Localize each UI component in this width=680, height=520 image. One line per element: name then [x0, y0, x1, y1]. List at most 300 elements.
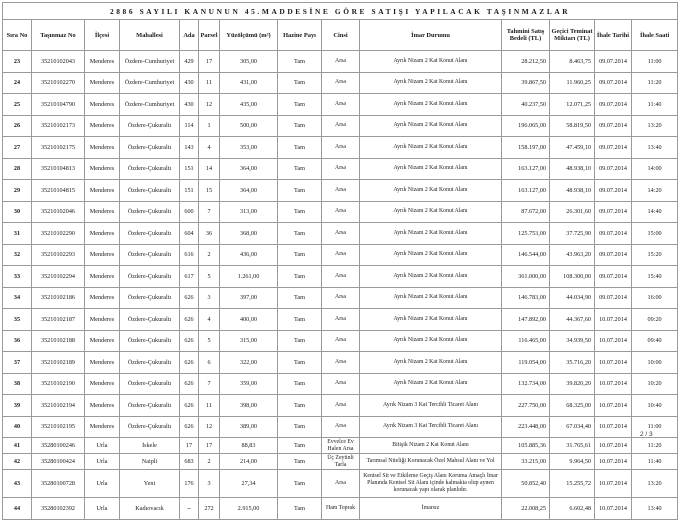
cell-sira: 34 [3, 287, 32, 309]
cell-bedel: 132.734,00 [502, 373, 550, 395]
cell-sira: 24 [3, 72, 32, 94]
cell-cins: Arsa [322, 266, 360, 288]
cell-pay: Tam [278, 352, 322, 374]
cell-ada: 626 [180, 287, 199, 309]
cell-parsel: 1 [199, 115, 220, 137]
cell-ada: 176 [180, 470, 199, 498]
cell-sira: 38 [3, 373, 32, 395]
cell-imar: Bitişik Nizam 2 Kat Konut Alanı [360, 438, 502, 454]
cell-cins: Arsa [322, 180, 360, 202]
cell-cins: Üç Zeytinli Tarla [322, 454, 360, 470]
cell-alan: 397,00 [220, 287, 278, 309]
cell-ilce: Menderes [85, 72, 120, 94]
cell-cins: Arsa [322, 94, 360, 116]
cell-mahalle: Naipli [120, 454, 180, 470]
table-row [3, 223, 678, 245]
cell-tarih: 09.07.2014 [595, 287, 632, 309]
cell-bedel: 227.750,00 [502, 395, 550, 417]
cell-bedel: 125.753,00 [502, 223, 550, 245]
cell-ilce: Menderes [85, 51, 120, 73]
cell-saat: 13:20 [632, 470, 678, 498]
cell-alan: 315,00 [220, 330, 278, 352]
cell-tarih: 09.07.2014 [595, 244, 632, 266]
cell-no: 35280100246 [32, 438, 85, 454]
cell-mahalle: Özdere-Çukuraltı [120, 115, 180, 137]
cell-sira: 31 [3, 223, 32, 245]
cell-saat: 11:40 [632, 94, 678, 116]
cell-sira: 27 [3, 137, 32, 159]
cell-mahalle: Özdere-Çukuraltı [120, 352, 180, 374]
cell-imar: Tarımsal Niteliği Korunacak Özel Mahsul Alanı ve Yol [360, 454, 502, 470]
cell-imar: Ayrık Nizam 2 Kat Konut Alanı [360, 352, 502, 374]
cell-ada: 600 [180, 201, 199, 223]
cell-pay: Tam [278, 309, 322, 331]
cell-mahalle: İskele [120, 438, 180, 454]
cell-tarih: 09.07.2014 [595, 137, 632, 159]
cell-bedel: 119.054,00 [502, 352, 550, 374]
cell-imar: Ayrık Nizam 3 Kat Tercihli Ticaret Alanı [360, 416, 502, 438]
cell-teminat: 31.765,61 [550, 438, 595, 454]
cell-parsel: 17 [199, 51, 220, 73]
table-row [3, 330, 678, 352]
cell-alan: 322,00 [220, 352, 278, 374]
cell-imar: Ayrık Nizam 2 Kat Konut Alanı [360, 51, 502, 73]
cell-teminat: 12.071,25 [550, 94, 595, 116]
cell-imar: İmarsız [360, 498, 502, 520]
cell-mahalle: Özdere-Çukuraltı [120, 201, 180, 223]
cell-sira: 44 [3, 498, 32, 520]
cell-imar: Ayrık Nizam 2 Kat Konut Alanı [360, 266, 502, 288]
cell-saat: 14:40 [632, 201, 678, 223]
cell-no: 35210102270 [32, 72, 85, 94]
cell-cins: Arsa [322, 201, 360, 223]
table-row [3, 266, 678, 288]
cell-teminat: 48.938,10 [550, 180, 595, 202]
col-yuzolcumu: Yüzölçümü (m²) [220, 20, 278, 51]
cell-imar: Ayrık Nizam 2 Kat Konut Alanı [360, 180, 502, 202]
cell-sira: 32 [3, 244, 32, 266]
cell-tarih: 09.07.2014 [595, 72, 632, 94]
cell-bedel: 163.127,00 [502, 180, 550, 202]
cell-saat: 11:40 [632, 454, 678, 470]
cell-parsel: 5 [199, 330, 220, 352]
cell-bedel: 116.465,00 [502, 330, 550, 352]
cell-ilce: Menderes [85, 201, 120, 223]
cell-cins: Arsa [322, 287, 360, 309]
cell-pay: Tam [278, 223, 322, 245]
table-row [3, 438, 678, 454]
cell-no: 35280100424 [32, 454, 85, 470]
cell-no: 35210102293 [32, 244, 85, 266]
cell-ada: 626 [180, 352, 199, 374]
cell-alan: 364,00 [220, 180, 278, 202]
cell-alan: 436,00 [220, 244, 278, 266]
cell-sira: 39 [3, 395, 32, 417]
cell-ilce: Menderes [85, 266, 120, 288]
cell-cins: Arsa [322, 223, 360, 245]
cell-bedel: 223.448,00 [502, 416, 550, 438]
cell-ada: 617 [180, 266, 199, 288]
cell-imar: Ayrık Nizam 2 Kat Konut Alanı [360, 201, 502, 223]
cell-ada: 626 [180, 330, 199, 352]
col-ihale-saati: İhale Saati [632, 20, 678, 51]
cell-ilce: Menderes [85, 309, 120, 331]
cell-no: 35280102392 [32, 498, 85, 520]
cell-pay: Tam [278, 498, 322, 520]
cell-ada: 151 [180, 180, 199, 202]
cell-mahalle: Özdere-Çukuraltı [120, 373, 180, 395]
cell-alan: 27,34 [220, 470, 278, 498]
cell-mahalle: Özdere-Çukuraltı [120, 137, 180, 159]
cell-alan: 400,00 [220, 309, 278, 331]
cell-ada: 430 [180, 94, 199, 116]
cell-cins: Arsa [322, 373, 360, 395]
cell-sira: 30 [3, 201, 32, 223]
cell-tarih: 09.07.2014 [595, 51, 632, 73]
cell-teminat: 8.463,75 [550, 51, 595, 73]
cell-tarih: 09.07.2014 [595, 223, 632, 245]
table-row [3, 158, 678, 180]
cell-bedel: 87.672,00 [502, 201, 550, 223]
cell-saat: 15:40 [632, 266, 678, 288]
cell-bedel: 50.852,40 [502, 470, 550, 498]
cell-pay: Tam [278, 180, 322, 202]
cell-ilce: Menderes [85, 158, 120, 180]
table-row [3, 137, 678, 159]
cell-cins: Evvelce Ev Halen Arsa [322, 438, 360, 454]
cell-mahalle: Yeni [120, 470, 180, 498]
cell-sira: 33 [3, 266, 32, 288]
cell-imar: Kentsel Sit ve Etkileme Geçiş Alanı Koruma Amaçlı İmar Planında Kentsel Sit Alanı içinde kalmakta olup aynen korunacak yapı olarak planlıdır. [360, 470, 502, 498]
cell-no: 35210104790 [32, 94, 85, 116]
cell-sira: 37 [3, 352, 32, 374]
cell-imar: Ayrık Nizam 2 Kat Konut Alanı [360, 158, 502, 180]
cell-alan: 2.915,00 [220, 498, 278, 520]
cell-cins: Arsa [322, 158, 360, 180]
col-parsel: Parsel [199, 20, 220, 51]
col-imar-durumu: İmar Durumu [360, 20, 502, 51]
cell-pay: Tam [278, 51, 322, 73]
cell-saat: 13:40 [632, 498, 678, 520]
cell-pay: Tam [278, 72, 322, 94]
cell-sira: 28 [3, 158, 32, 180]
table-row [3, 309, 678, 331]
cell-parsel: 36 [199, 223, 220, 245]
cell-no: 35210102046 [32, 201, 85, 223]
cell-ilce: Menderes [85, 94, 120, 116]
cell-pay: Tam [278, 94, 322, 116]
cell-imar: Ayrık Nizam 2 Kat Konut Alanı [360, 137, 502, 159]
cell-parsel: 6 [199, 352, 220, 374]
cell-teminat: 67.034,40 [550, 416, 595, 438]
col-tasinmaz-no: Taşınmaz No [32, 20, 85, 51]
cell-pay: Tam [278, 266, 322, 288]
cell-ada: 17 [180, 438, 199, 454]
table-row [3, 287, 678, 309]
table-row [3, 180, 678, 202]
cell-alan: 353,00 [220, 137, 278, 159]
table-row [3, 201, 678, 223]
cell-mahalle: Özdere-Çukuraltı [120, 330, 180, 352]
cell-mahalle: Özdere-Çukuraltı [120, 287, 180, 309]
cell-ilce: Urla [85, 498, 120, 520]
cell-cins: Arsa [322, 395, 360, 417]
cell-teminat: 48.938,10 [550, 158, 595, 180]
cell-saat: 10:40 [632, 395, 678, 417]
cell-teminat: 43.963,20 [550, 244, 595, 266]
cell-ilce: Menderes [85, 287, 120, 309]
cell-saat: 11:00 [632, 416, 678, 438]
cell-sira: 29 [3, 180, 32, 202]
cell-sira: 41 [3, 438, 32, 454]
cell-ada: 626 [180, 395, 199, 417]
cell-alan: 88,83 [220, 438, 278, 454]
cell-cins: Arsa [322, 51, 360, 73]
table-body [3, 51, 678, 520]
cell-imar: Ayrık Nizam 2 Kat Konut Alanı [360, 309, 502, 331]
table-row [3, 498, 678, 520]
cell-teminat: 39.820,20 [550, 373, 595, 395]
cell-teminat: 68.325,00 [550, 395, 595, 417]
cell-tarih: 10.07.2014 [595, 470, 632, 498]
cell-no: 35210102187 [32, 309, 85, 331]
cell-ilce: Menderes [85, 115, 120, 137]
cell-parsel: 14 [199, 158, 220, 180]
cell-pay: Tam [278, 287, 322, 309]
cell-parsel: 4 [199, 309, 220, 331]
cell-parsel: 12 [199, 94, 220, 116]
cell-imar: Ayrık Nizam 2 Kat Konut Alanı [360, 72, 502, 94]
cell-teminat: 15.255,72 [550, 470, 595, 498]
cell-no: 35210102290 [32, 223, 85, 245]
cell-tarih: 09.07.2014 [595, 201, 632, 223]
cell-cins: Arsa [322, 137, 360, 159]
cell-parsel: 3 [199, 470, 220, 498]
cell-bedel: 146.544,00 [502, 244, 550, 266]
cell-pay: Tam [278, 201, 322, 223]
cell-teminat: 108.300,00 [550, 266, 595, 288]
cell-tarih: 09.07.2014 [595, 180, 632, 202]
cell-no: 35210102173 [32, 115, 85, 137]
cell-mahalle: Özdere-Cumhuriyet [120, 94, 180, 116]
cell-bedel: 361.000,00 [502, 266, 550, 288]
cell-cins: Arsa [322, 352, 360, 374]
cell-saat: 14:20 [632, 180, 678, 202]
cell-no: 35210102043 [32, 51, 85, 73]
cell-mahalle: Özdere-Çukuraltı [120, 180, 180, 202]
table-row [3, 454, 678, 470]
cell-mahalle: Özdere-Çukuraltı [120, 266, 180, 288]
cell-no: 35280100728 [32, 470, 85, 498]
cell-teminat: 6.602,48 [550, 498, 595, 520]
table-row [3, 51, 678, 73]
cell-parsel: 17 [199, 438, 220, 454]
cell-saat: 10:20 [632, 373, 678, 395]
cell-sira: 42 [3, 454, 32, 470]
cell-no: 35210102195 [32, 416, 85, 438]
cell-sira: 40 [3, 416, 32, 438]
cell-tarih: 09.07.2014 [595, 266, 632, 288]
cell-ada: 683 [180, 454, 199, 470]
cell-ada: 626 [180, 416, 199, 438]
cell-mahalle: Özdere-Cumhuriyet [120, 51, 180, 73]
cell-saat: 11:00 [632, 51, 678, 73]
cell-parsel: 12 [199, 416, 220, 438]
col-mahallesi: Mahallesi [120, 20, 180, 51]
table-row [3, 115, 678, 137]
cell-parsel: 11 [199, 72, 220, 94]
property-sale-table [2, 2, 678, 520]
cell-no: 35210102194 [32, 395, 85, 417]
cell-imar: Ayrık Nizam 2 Kat Konut Alanı [360, 330, 502, 352]
cell-tarih: 10.07.2014 [595, 438, 632, 454]
col-ilcesi: İlçesi [85, 20, 120, 51]
cell-sira: 23 [3, 51, 32, 73]
cell-teminat: 44.367,60 [550, 309, 595, 331]
cell-sira: 43 [3, 470, 32, 498]
cell-parsel: 2 [199, 454, 220, 470]
cell-tarih: 10.07.2014 [595, 454, 632, 470]
cell-bedel: 33.215,00 [502, 454, 550, 470]
cell-bedel: 105.885,36 [502, 438, 550, 454]
cell-pay: Tam [278, 438, 322, 454]
cell-cins: Arsa [322, 72, 360, 94]
cell-ada: 616 [180, 244, 199, 266]
cell-mahalle: Özdere-Cumhuriyet [120, 72, 180, 94]
page-number: 2 / 3 [640, 431, 653, 438]
col-ada: Ada [180, 20, 199, 51]
cell-pay: Tam [278, 373, 322, 395]
cell-sira: 26 [3, 115, 32, 137]
document-title: 2886 SAYILI KANUNUN 45.MADDESİNE GÖRE SATIŞI YAPILACAK TAŞINMAZLAR [3, 3, 678, 20]
cell-tarih: 10.07.2014 [595, 498, 632, 520]
cell-tarih: 09.07.2014 [595, 115, 632, 137]
cell-imar: Ayrık Nizam 2 Kat Konut Alanı [360, 223, 502, 245]
cell-parsel: 15 [199, 180, 220, 202]
col-gecici-teminat: Geçici Teminat Miktarı (TL) [550, 20, 595, 51]
cell-alan: 398,00 [220, 395, 278, 417]
cell-parsel: 5 [199, 266, 220, 288]
cell-imar: Ayrık Nizam 2 Kat Konut Alanı [360, 244, 502, 266]
cell-tarih: 09.07.2014 [595, 94, 632, 116]
cell-parsel: 2 [199, 244, 220, 266]
table-row [3, 470, 678, 498]
cell-ilce: Menderes [85, 223, 120, 245]
cell-no: 35210104813 [32, 158, 85, 180]
cell-mahalle: Özdere-Çukuraltı [120, 416, 180, 438]
table-row [3, 416, 678, 438]
cell-ilce: Menderes [85, 330, 120, 352]
cell-tarih: 10.07.2014 [595, 373, 632, 395]
cell-alan: 431,00 [220, 72, 278, 94]
table-row [3, 373, 678, 395]
cell-teminat: 11.960,25 [550, 72, 595, 94]
cell-mahalle: Özdere-Çukuraltı [120, 244, 180, 266]
cell-saat: 15:00 [632, 223, 678, 245]
cell-no: 35210102186 [32, 287, 85, 309]
cell-no: 35210102188 [32, 330, 85, 352]
cell-tarih: 10.07.2014 [595, 309, 632, 331]
cell-saat: 09:20 [632, 309, 678, 331]
cell-alan: 359,00 [220, 373, 278, 395]
col-hazine-payi: Hazine Payı [278, 20, 322, 51]
cell-pay: Tam [278, 137, 322, 159]
cell-pay: Tam [278, 470, 322, 498]
cell-parsel: 3 [199, 287, 220, 309]
cell-ada: 604 [180, 223, 199, 245]
cell-saat: 09:40 [632, 330, 678, 352]
cell-pay: Tam [278, 454, 322, 470]
cell-saat: 13:20 [632, 115, 678, 137]
col-tahmini-bedel: Tahmini Satış Bedeli (TL) [502, 20, 550, 51]
cell-parsel: 7 [199, 373, 220, 395]
cell-ilce: Menderes [85, 180, 120, 202]
cell-imar: Ayrık Nizam 2 Kat Konut Alanı [360, 94, 502, 116]
cell-no: 35210104815 [32, 180, 85, 202]
header-row [3, 20, 678, 51]
cell-alan: 305,00 [220, 51, 278, 73]
cell-teminat: 37.725,90 [550, 223, 595, 245]
cell-bedel: 158.197,00 [502, 137, 550, 159]
cell-mahalle: Özdere-Çukuraltı [120, 223, 180, 245]
cell-alan: 500,00 [220, 115, 278, 137]
cell-tarih: 10.07.2014 [595, 352, 632, 374]
cell-bedel: 163.127,00 [502, 158, 550, 180]
cell-pay: Tam [278, 244, 322, 266]
cell-imar: Ayrık Nizam 2 Kat Konut Alanı [360, 373, 502, 395]
col-sira-no: Sıra No [3, 20, 32, 51]
cell-cins: Arsa [322, 470, 360, 498]
cell-mahalle: Özdere-Çukuraltı [120, 309, 180, 331]
cell-bedel: 196.065,00 [502, 115, 550, 137]
cell-cins: Arsa [322, 309, 360, 331]
cell-alan: 368,00 [220, 223, 278, 245]
cell-ada: 429 [180, 51, 199, 73]
cell-cins: Arsa [322, 416, 360, 438]
cell-bedel: 146.783,00 [502, 287, 550, 309]
cell-ilce: Menderes [85, 373, 120, 395]
cell-ada: 151 [180, 158, 199, 180]
cell-saat: 11:20 [632, 438, 678, 454]
cell-parsel: 272 [199, 498, 220, 520]
cell-no: 35210102294 [32, 266, 85, 288]
cell-ada: 114 [180, 115, 199, 137]
cell-pay: Tam [278, 416, 322, 438]
table-row [3, 352, 678, 374]
cell-parsel: 4 [199, 137, 220, 159]
cell-bedel: 28.212,50 [502, 51, 550, 73]
cell-ilce: Menderes [85, 416, 120, 438]
cell-ada: 626 [180, 373, 199, 395]
cell-alan: 1.261,00 [220, 266, 278, 288]
cell-cins: Arsa [322, 330, 360, 352]
cell-cins: Ham Toprak [322, 498, 360, 520]
cell-alan: 389,00 [220, 416, 278, 438]
cell-teminat: 26.301,60 [550, 201, 595, 223]
cell-alan: 435,00 [220, 94, 278, 116]
cell-bedel: 147.892,00 [502, 309, 550, 331]
cell-sira: 36 [3, 330, 32, 352]
cell-saat: 14:00 [632, 158, 678, 180]
cell-alan: 214,00 [220, 454, 278, 470]
col-cinsi: Cinsi [322, 20, 360, 51]
cell-tarih: 09.07.2014 [595, 158, 632, 180]
cell-tarih: 10.07.2014 [595, 395, 632, 417]
cell-tarih: 10.07.2014 [595, 330, 632, 352]
cell-teminat: 34.939,50 [550, 330, 595, 352]
cell-ilce: Menderes [85, 244, 120, 266]
cell-imar: Ayrık Nizam 3 Kat Tercihli Ticaret Alanı [360, 395, 502, 417]
